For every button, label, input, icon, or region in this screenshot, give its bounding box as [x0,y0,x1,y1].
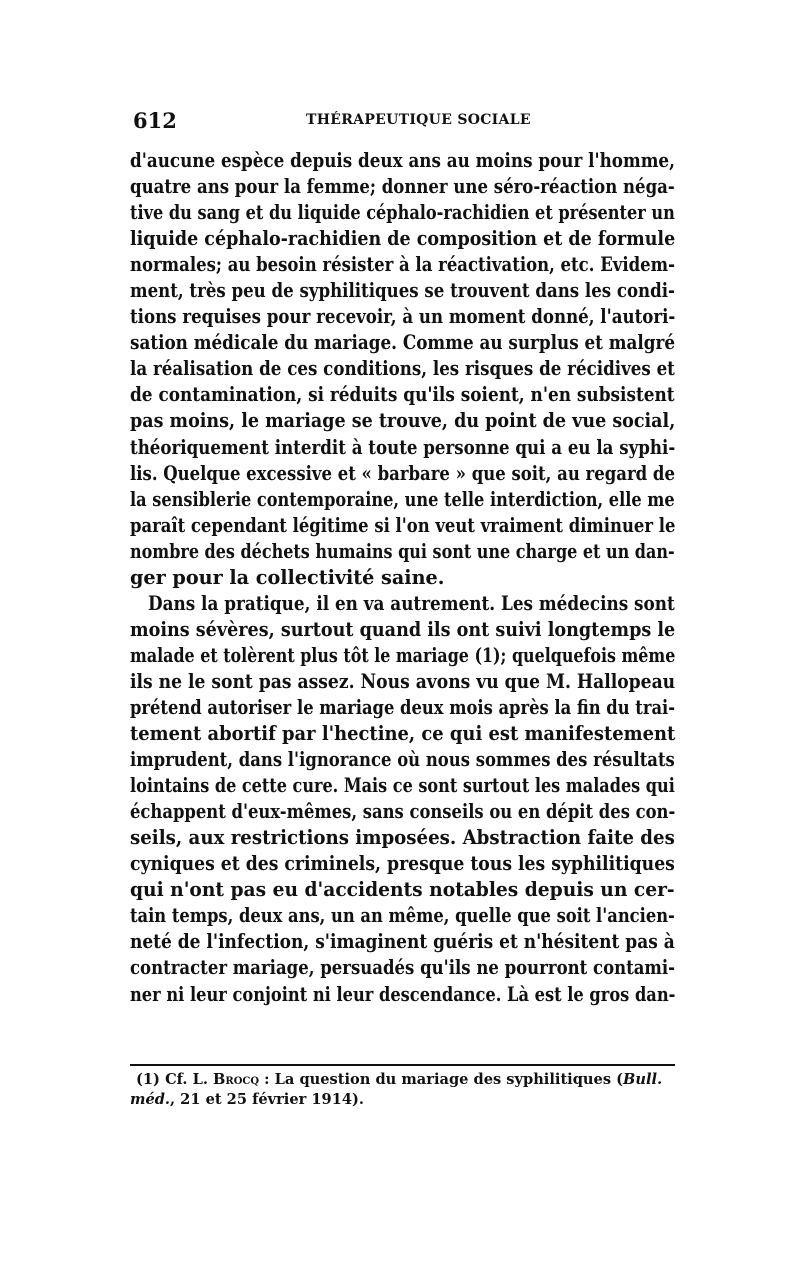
text-line: malade et tolèrent plus tôt le mariage (1); quelquefois même [130,643,676,667]
text-line: cyniques et des criminels, presque tous les syphilitiques [130,852,675,876]
text-line: d'aucune espèce depuis deux ans au moins pour l'homme, [130,149,675,172]
text-line: ils ne le sont pas assez. Nous avons vu que M. Hallopeau [130,669,676,693]
footnote-journal: Bull. [623,1071,663,1088]
footnote-prefix: Cf. L. [165,1071,208,1088]
footnote-marker: (1) [136,1071,160,1088]
text-line: échappent d'eux-mêmes, sans conseils ou en dépit des con- [130,800,676,824]
footnote-date: , 21 et 25 février 1914). [170,1091,364,1108]
text-line: ner ni leur conjoint ni leur descendance. Là est le gros dan- [130,982,676,1006]
text-line: sation médicale du mariage. Comme au surplus et malgré [130,331,676,355]
footnote-text: : La question du mariage des syphilitiques ( [264,1071,624,1088]
text-line: paraît cependant légitime si l'on veut vraiment diminuer le [130,513,676,537]
running-title: THÉRAPEUTIQUE SOCIALE [306,112,531,128]
footnote [130,1070,675,1110]
footnote-journal-cont: méd. [130,1091,171,1108]
text-line: tions requises pour recevoir, à un moment donné, l'autori- [130,305,676,329]
text-line: prétend autoriser le mariage deux mois après la fin du trai- [130,695,676,719]
text-line: tive du sang et du liquide céphalo-rachidien et présenter un [130,201,675,225]
text-line: nombre des déchets humains qui sont une charge et un dan- [130,539,675,563]
text-line: quatre ans pour la femme; donner une séro-réaction néga- [130,175,675,199]
text-line: théoriquement interdit à toute personne qui a eu la syphi- [130,435,676,459]
footnote-divider [130,1064,675,1066]
text-line: neté de l'infection, s'imaginent guéris et n'hésitent pas à [130,930,675,954]
text-line: lointains de cette cure. Mais ce sont surtout les malades qui [130,774,675,798]
page-number: 612 [133,108,177,133]
text-line: imprudent, dans l'ignorance où nous sommes des résultats [130,748,675,772]
text-line: contracter mariage, persuadés qu'ils ne pourront contami- [130,956,676,980]
text-line: normales; au besoin résister à la réactivation, etc. Evidem- [130,253,675,277]
text-line: seils, aux restrictions imposées. Abstraction faite des [130,826,675,850]
text-line: la réalisation de ces conditions, les risques de récidives et [130,357,675,381]
text-line: lis. Quelque excessive et « barbare » que soit, au regard de [130,461,675,485]
text-line: moins sévères, surtout quand ils ont suivi longtemps le [130,617,676,641]
body-text [130,148,675,1008]
footnote-author: Brocq [213,1071,260,1088]
page-header [130,108,675,138]
footnote-line [130,1070,675,1090]
text-line: tain temps, deux ans, un an même, quelle que soit l'ancien- [130,904,675,928]
text-line: pas moins, le mariage se trouve, du point de vue social, [130,409,676,433]
paragraph-start-line: Dans la pratique, il en va autrement. Les médecins sont [148,591,675,615]
paragraph-end-line: ger pour la collectivité saine. [130,565,445,589]
text-line: la sensiblerie contemporaine, une telle interdiction, elle me [130,487,675,511]
text-line: liquide céphalo-rachidien de composition et de formule [130,227,676,251]
text-line: tement abortif par l'hectine, ce qui est manifestement [130,722,676,746]
footnote-line [130,1090,675,1110]
text-line: de contamination, si réduits qu'ils soient, n'en subsistent [130,383,675,407]
text-line: qui n'ont pas eu d'accidents notables depuis un cer- [130,878,675,902]
text-line: ment, très peu de syphilitiques se trouvent dans les condi- [130,279,675,303]
